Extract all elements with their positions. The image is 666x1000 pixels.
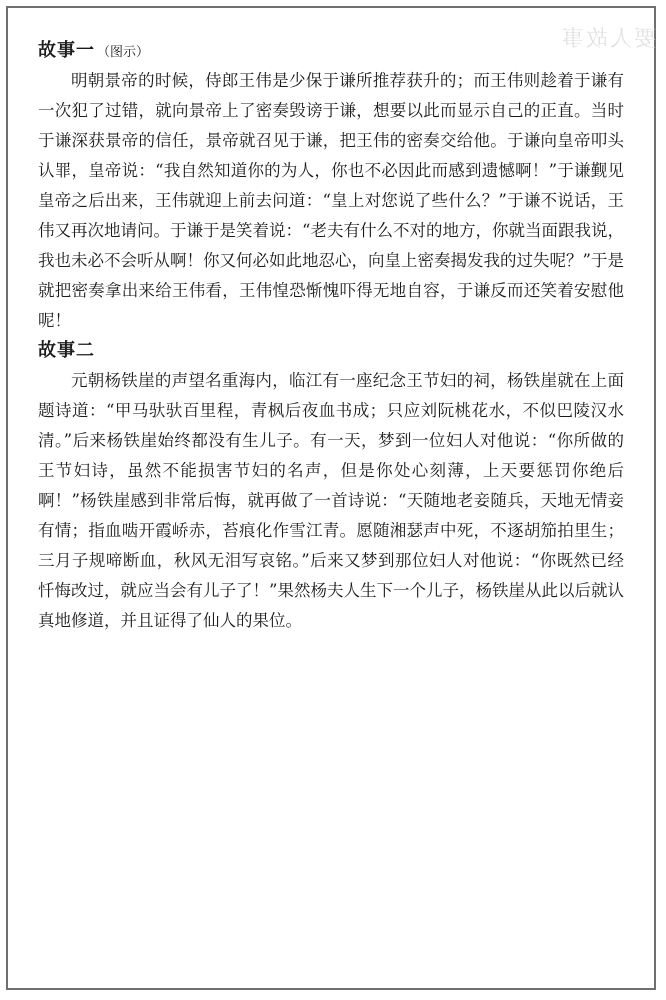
document-body <box>38 36 624 636</box>
story2-heading <box>38 336 624 366</box>
story2-paragraph: 元朝杨铁崖的声望名重海内，临江有一座纪念王节妇的祠，杨铁崖就在上面题诗道：“甲马驮驮百里程，青枫后夜血书成；只应刘阮桃花水，不似巴陵汉水清。”后来杨铁崖始终都没有生儿子。有一天，梦到一位妇人对他说：“你所做的王节妇诗，虽然不能损害节妇的名声，但是你处心刻薄，上天要惩罚你绝后啊！”杨铁崖感到非常后悔，就再做了一首诗说：“天随地老妾随兵，天地无情妾有情；指血啮开霞峤赤，苔痕化作雪江青。愿随湘瑟声中死，不逐胡笳拍里生；三月子规啼断血，秋风无泪写哀铭。”后来又梦到那位妇人对他说：“你既然已经忏悔改过，就应当会有儿子了！”果然杨夫人生下一个儿子，杨铁崖从此以后就认真地修道，并且证得了仙人的果位。 <box>38 371 624 630</box>
story1-paragraph: 明朝景帝的时候，侍郎王伟是少保于谦所推荐获升的；而王伟则趁着于谦有一次犯了过错，就向景帝上了密奏毁谤于谦，想要以此而显示自己的正直。当时于谦深获景帝的信任，景帝就召见于谦，把王伟的密奏交给他。于谦向皇帝叩头认罪，皇帝说：“我自然知道你的为人，你也不必因此而感到遗憾啊！”于谦觐见皇帝之后出来，王伟就迎上前去问道：“皇上对您说了些什么？”于谦不说话，王伟又再次地请问。于谦于是笑着说：“老夫有什么不对的地方，你就当面跟我说，我也未必不会听从啊！你又何必如此地忍心，向皇上密奏揭发我的过失呢？”于是就把密奏拿出来给王伟看，王伟惶恐惭愧吓得无地自容，于谦反而还笑着安慰他呢！ <box>38 71 624 330</box>
story1-title: 故事一 <box>38 40 95 61</box>
story1-heading <box>38 36 624 66</box>
story1-subtitle: （图示） <box>97 45 150 60</box>
story2-title: 故事二 <box>38 340 95 361</box>
bleed-through-title: 要人故事 <box>559 27 656 52</box>
